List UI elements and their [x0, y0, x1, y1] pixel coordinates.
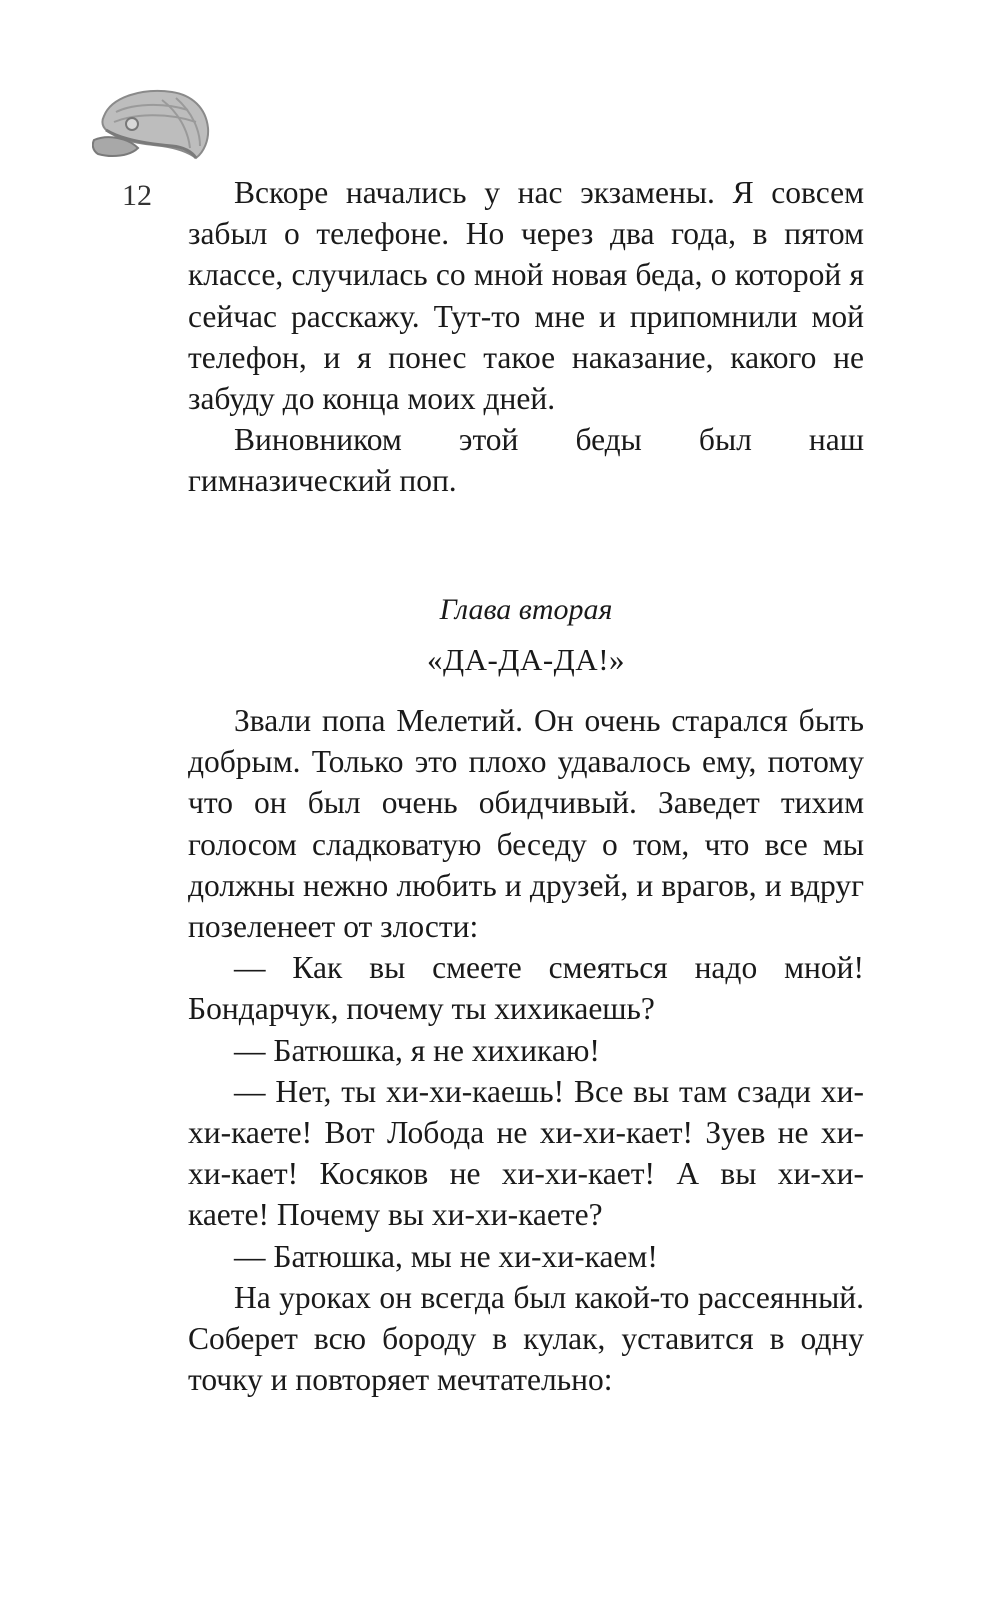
paragraph: На уроках он всегда был какой-то рассеянный. Соберет всю бороду в кулак, уставится в одну точку и повторяет мечтательно: [188, 1279, 864, 1398]
chapter-text [188, 700, 864, 1400]
dialogue-line: — Как вы смеете смеяться надо мной! Бондарчук, почему ты хихикаешь? [188, 950, 864, 1027]
paragraph: Виновником этой беды был наш гимназический поп. [188, 422, 864, 499]
page-number: 12 [122, 179, 152, 212]
cap-icon [92, 82, 214, 166]
dialogue-line: — Нет, ты хи-хи-каешь! Все вы там сзади хи-хи-каете! Вот Лобода не хи-хи-кает! Зуев не хи-хи-кает! Косяков не хи-хи-кает! А вы хи-хи-каете! Почему вы хи-хи-каете? [188, 1073, 864, 1233]
chapter-title: «ДА-ДА-ДА!» [426, 642, 626, 677]
intro-text [188, 172, 864, 502]
chapter-label: Глава вторая [439, 593, 613, 626]
paragraph: Вскоре начались у нас экзамены. Я совсем забыл о телефоне. Но через два года, в пятом классе, случилась со мной новая беда, о которой я сейчас расскажу. Тут-то мне и припомнили мой телефон, и я понес такое наказание, какого не забуду до конца моих дней. [188, 175, 864, 417]
paragraph: Звали попа Мелетий. Он очень старался быть добрым. Только это плохо удавалось ему, потому что он был очень обидчивый. Заведет тихим голосом сладковатую беседу о том, что все мы должны нежно любить и друзей, и врагов, и вдруг позеленеет от злости: [188, 703, 864, 945]
dialogue-line: — Батюшка, мы не хи-хи-каем! [234, 1238, 658, 1274]
dialogue-line: — Батюшка, я не хихикаю! [234, 1032, 600, 1068]
